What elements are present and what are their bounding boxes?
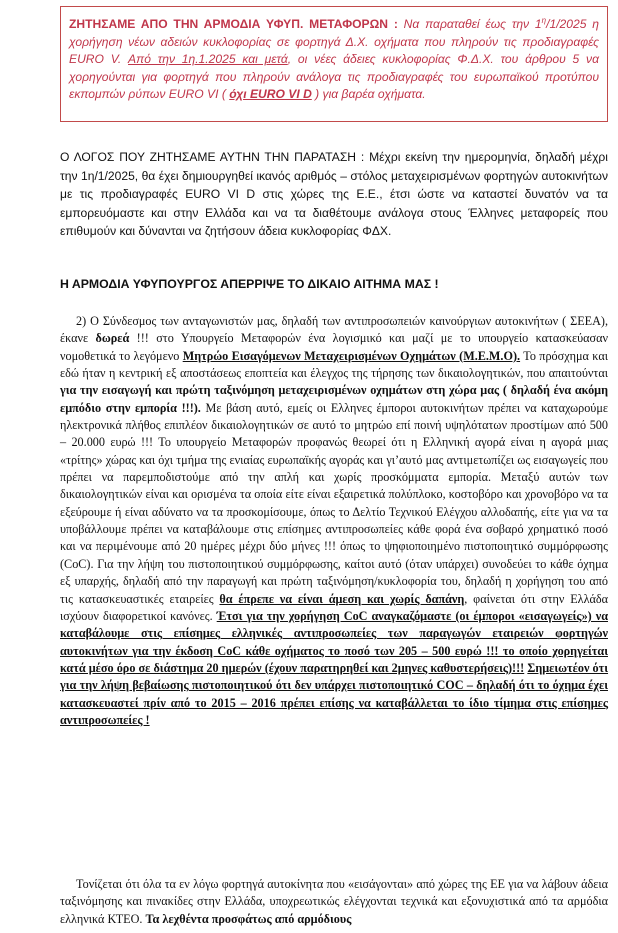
notice-text: Να παραταθεί έως την $1^\eta/1/2025$ η χορήγηση νέων αδειών κυκλοφορίας σε φορτηγά Δ.Χ. οχήματα που πληρούν τις προδιαγραφές EURO V. Από την 1η.1.2025 και μετά, οι νέες άδειες κυκλοφορίας Φ.Δ.Χ. του άρθρου 5 να χορηγούνται για φορτηγά που πληρούν ανάλογα τις προδιαγραφές του ευρωπαϊκού προτύπου εκπομπών ρύπων EURO VI ( όχι EURO VI D ) για βαρέα οχήματα. (69, 16, 599, 102)
notice-exclusion: όχι EURO VI D (229, 87, 312, 102)
boxed-notice (60, 6, 608, 122)
paragraph-2: 2) Ο Σύνδεσμος των ανταγωνιστών μας, δηλαδή των αντιπροσωπειών καινούργιων αυτοκινήτων ( ΣΕΕΑ), έκανε δωρεά !!! στο Υπουργείο Μεταφορών ένα λογισμικό και μαζί με το υπουργείο κατασκεύασαν νομοθετικά το λεγόμενο Μητρώο Εισαγόμενων Μεταχειρισμένων Οχημάτων (Μ.Ε.Μ.Ο). Το πρόσχημα και εδώ ήταν η κεντρική εξ αποστάσεως εποπτεία και έλεγχος της τήρησης των δικαιολογητικών, που απαιτούνται για την εισαγωγή και πρώτη ταξινόμηση μεταχειρισμένων οχημάτων στη χώρα μας ( δηλαδή ένα ακόμη εμπόδιο στην εμπορία !!!). Με βάση αυτό, εμείς οι Ελληνες έμποροι αυτοκινήτων πρέπει να καταχωρούμε ηλεκτρονικά πλήθος επιπλέον δικαιολογητικών σε αυτό το μητρώο επί ποινή υψηλότατων προστίμων από 500 – 20.000 ευρώ !!! Το υπουργείο Μεταφορών προφανώς θεωρεί ότι η Ελληνική αγορά είναι η αγορά μιας «τρίτης» χώρας και όχι τμήμα της ενιαίας ευρωπαϊκής αγοράς και γι’αυτό μας αντιμετωπίζει ως εισαγωγείς που πρέπει να παρεμποδιστούμε από την απλή και χωρίς προσκόμματα εμπορία. Μεταξύ αυτών των δικαιολογητικών είναι και ορισμένα τα οποία είτε είναι εξαιρετικά πολύπλοκο, κοστοβόρο και χρονοβόρο να τα εξεύρουμε ή είναι αδύνατο να τα προσκομίσουμε, όπως το Δελτίο Τεχνικού Ελέγχου αλλοδαπής, είτε για να τα υποβάλλουμε πρέπει να καταβάλουμε στις επίσημες αντιπροσωπείες κάθε φορά ένα σοβαρό χρηματικό ποσό και να περιμένουμε από 20 ημέρες μέχρι δύο μήνες !!! όπως το ψηφιοποιημένο πιστοποιητικό συμμόρφωσης (CoC). Για την λήψη του πιστοποιητικού συμμόρφωσης, καίτοι αυτό (όταν υπάρχει) συνοδεύει το κάθε όχημα εξ υπαρχής, δηλαδή από την παραγωγή και πρώτη ταξινόμηση/κυκλοφορία του, δηλαδή η χορήγηση του από τις κατασκευαστικές εταιρείες θα έπρεπε να είναι άμεση και χωρίς δαπάνη, φαίνεται ότι στην Ελλάδα ισχύουν διαφορετικοί κανόνες. Έτσι για την χορήγηση CoC αναγκαζόμαστε (οι έμποροι «εισαγωγείς») να καταβάλουμε στις επίσημες ελληνικές αντιπροσωπείες των παραγωγών εταιρειών φορτηγών αυτοκινήτων για την έκδοση CoC κάθε οχήματος το ποσό των 205 – 500 ευρώ !!! το οποίο χορηγείται κατά μέσο όρο σε διάστημα 20 ημερών (έχουν παρατηρηθεί και 2μηνες καθυστερήσεις)!!! Σημειωτέον ότι για την λήψη βεβαίωσης πιστοποιητικού ότι δεν υπάρχει πιστοποιητικό COC – δηλαδή ότι το όχημα έχει κατασκευαστεί πρίν από το 2015 – 2016 πρέπει επίσης να καταβάλλεται το ίδιο τίμημα στις επίσημες αντιπροσωπείες ! (60, 314, 609, 727)
rejection-heading: Η ΑΡΜΟΔΙΑ ΥΦΥΠΟΥΡΓΟΣ ΑΠΕΡΡΙΨΕ ΤΟ ΔΙΚΑΙΟ ΑΙΤΗΜΑ ΜΑΣ ! (60, 277, 439, 291)
paragraph-3: Τονίζεται ότι όλα τα εν λόγω φορτηγά αυτοκίνητα που «εισάγονται» από χώρες της ΕΕ για να λάβουν άδεια ταξινόμησης και πινακίδες στην Ελλάδα, υποχρεωτικώς ελέγχονται τεχνικά και εξονυχιστικά από τα αρμόδια ελληνικά ΚΤΕΟ. Τα λεχθέντα προσφάτως από αρμόδιους (60, 877, 608, 926)
coc-note: Σημειωτέον ότι για την λήψη βεβαίωσης πιστοποιητικού ότι δεν υπάρχει πιστοποιητικό COC – δηλαδή ότι το όχημα έχει κατασκευαστεί πρίν από το 2015 – 2016 πρέπει επίσης να καταβάλλεται το ίδιο τίμημα στις επίσημες αντιπροσωπείες ! (60, 660, 609, 727)
coc-fee-statement: Έτσι για την χορήγηση CoC αναγκαζόμαστε (οι έμποροι «εισαγωγείς») να καταβάλουμε στις επίσημες ελληνικές αντιπροσωπείες των παραγωγών εταιρειών φορτηγών αυτοκινήτων για την έκδοση CoC κάθε οχήματος το ποσό των 205 – 500 ευρώ !!! το οποίο χορηγείται κατά μέσο όρο σε διάστημα 20 ημερών (έχουν παρατηρηθεί και 2μηνες καθυστερήσεις)!!! (60, 608, 608, 675)
notice-date: Από την 1η.1.2025 και μετά (128, 52, 288, 67)
reason-paragraph: Ο ΛΟΓΟΣ ΠΟΥ ΖΗΤΗΣΑΜΕ ΑΥΤΗΝ ΤΗΝ ΠΑΡΑΤΑΣΗ : Μέχρι εκείνη την ημερομηνία, δηλαδή μέχρι την 1η/1/2025, θα έχει δημιουργηθεί ικανός αριθμός – στόλος μεταχειρισμένων φορτηγών αυτοκινήτων με τις προδιαγραφές EURO VI D στις χώρες της Ε.Ε., έτσι ώστε να καταστεί δυνατόν να τα εμπορευόμαστε και στην Ελλάδα και να τα διαθέτουμε ανάλογα στους Έλληνες μεταφορείς που επιθυμούν και δύνανται να ζητήσουν άδεια κυκλοφορίας ΦΔΧ. (60, 150, 608, 238)
notice-lead: ΖΗΤΗΣΑΜΕ ΑΠΟ ΤΗΝ ΑΡΜΟΔΙΑ ΥΦΥΠ. ΜΕΤΑΦΟΡΩΝ : (69, 17, 398, 32)
memo-registry-name: Μητρώο Εισαγόμενων Μεταχειρισμένων Οχημάτων (Μ.Ε.Μ.Ο). (182, 348, 521, 363)
